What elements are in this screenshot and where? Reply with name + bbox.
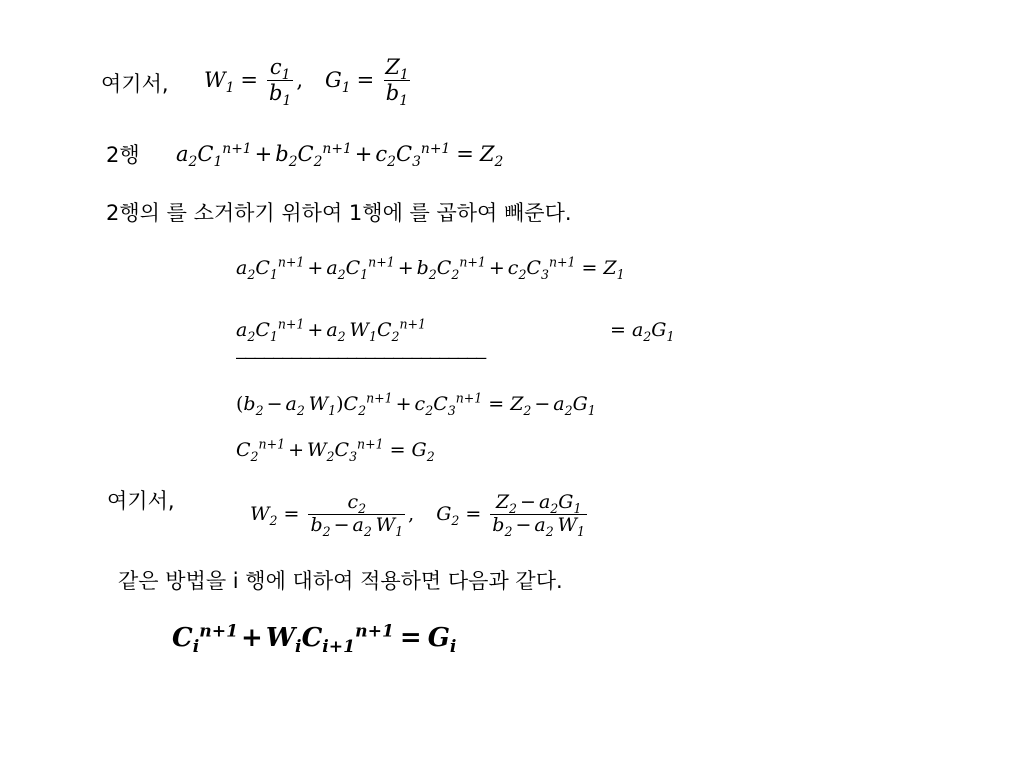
row-2-label: 2행: [106, 143, 140, 167]
apply-note: 같은 방법을 i 행에 대하여 적용하면 다음과 같다.: [118, 569, 563, 593]
equation-elim-1: $a_2C_1^{n+1}$ + $a_2C_1^{n+1}$ + $b_2C_2^{n+1}$ + $c_2C_3^{n+1}$ = $Z_1$: [236, 254, 625, 282]
where-label-2: 여기서,: [107, 489, 175, 513]
equation-w1-g1: $W_1$ = $\frac{c_1}{b_1}$ , $G_1$ = $\frac{Z_1}{b_1}$: [204, 55, 409, 109]
where-label-1: 여기서,: [101, 72, 169, 96]
equation-elim-normalized: $C_2^{n+1}$ + $W_2C_3^{n+1}$ = $G_2$: [236, 436, 435, 464]
equation-general-i: $C_i^{n+1}$ + $W_iC_{i+1}^{n+1}$ = $G_i$: [172, 621, 457, 658]
equation-elim-2: $a_2C_1^{n+1}$ + $a_2$ $W_1C_2^{n+1}$ = $a_2G_1$: [236, 316, 675, 344]
elimination-note: 2행의 를 소거하기 위하여 1행에 를 곱하여 빼준다.: [106, 201, 572, 225]
equation-elim-result: ( $b_2$ − $a_2$ $W_1$ ) $C_2^{n+1}$ + $c_2C_3^{n+1}$ = $Z_2$ − $a_2G_1$: [236, 390, 596, 418]
equation-w2-g2: $W_2$ = $\frac{c_2}{b_2 - a_2 W_1}$ , $G_2$ = $\frac{Z_2 - a_2G_1}{b_2 - a_2 W_1}$: [250, 490, 585, 539]
equation-row-2: $a_2C_1^{n+1}$ + $b_2C_2^{n+1}$ + $c_2C_3^{n+1}$ = $Z_2$: [176, 140, 504, 170]
subtraction-divider: ———————————————————————————: [236, 350, 486, 367]
